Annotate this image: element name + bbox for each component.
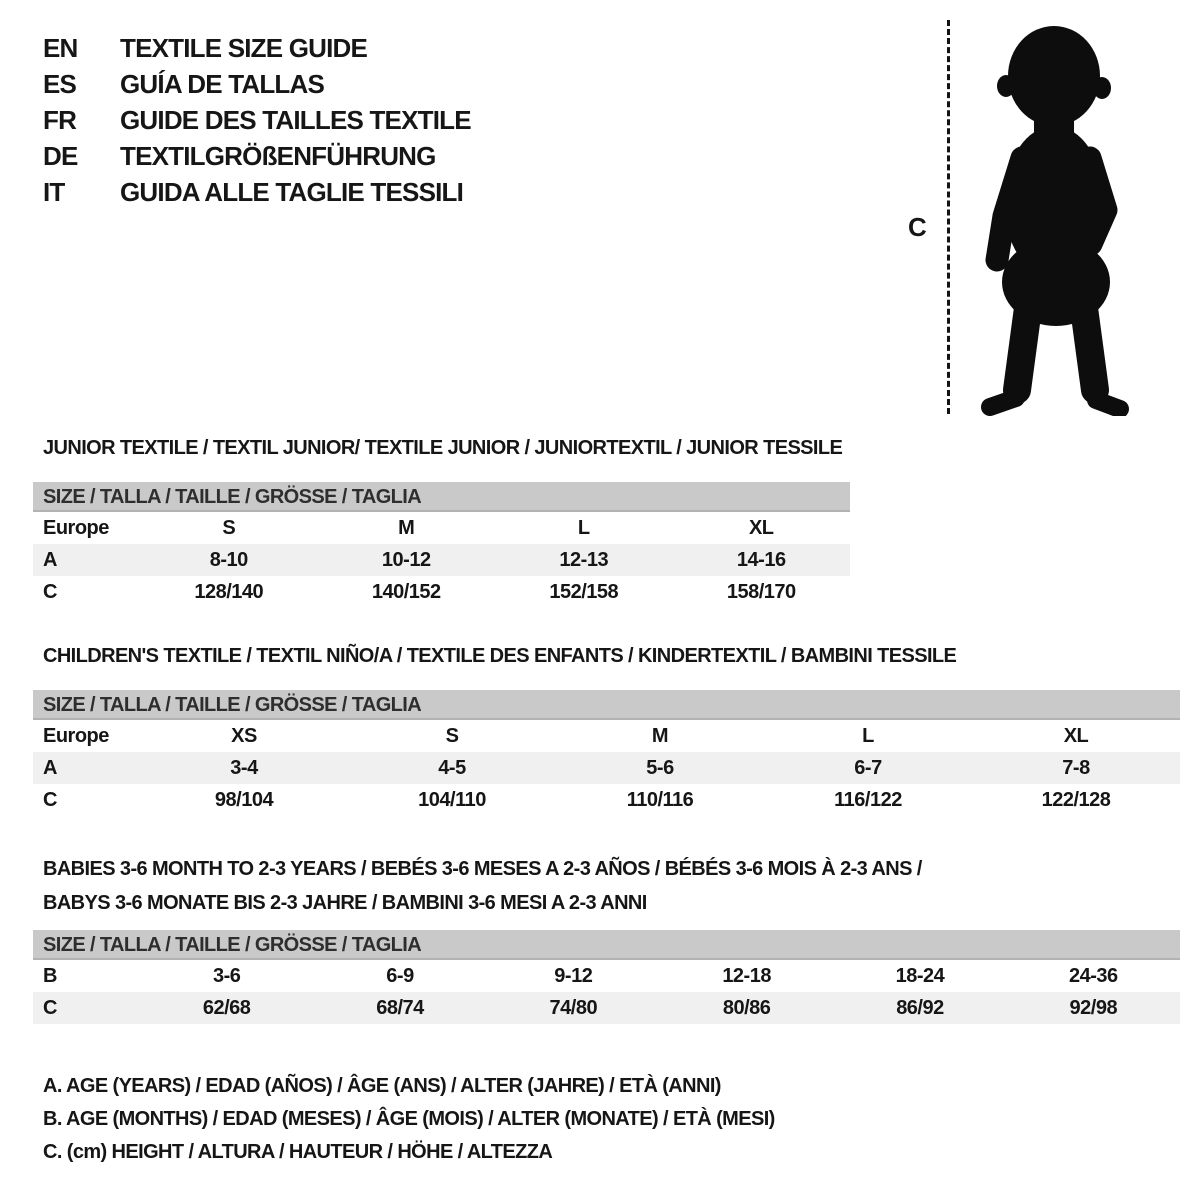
row-label: A (43, 548, 57, 571)
lang-row-fr (43, 102, 471, 138)
measurement-legend (43, 1070, 775, 1169)
lang-row-es (43, 66, 471, 102)
table-cell: 158/170 (726, 580, 796, 603)
size-header-band: SIZE / TALLA / TAILLE / GRÖSSE / TAGLIA (33, 930, 1180, 960)
table-cell: 5-6 (646, 756, 674, 779)
table-cell: 116/122 (834, 788, 902, 811)
table-cell: 4-5 (438, 756, 466, 779)
row-label: C (43, 580, 57, 603)
section-title: JUNIOR TEXTILE / TEXTIL JUNIOR/ TEXTILE JUNIOR / JUNIORTEXTIL / JUNIOR TESSILE (43, 437, 843, 459)
language-title-block (43, 30, 471, 210)
row-label: Europe (43, 724, 109, 747)
section-title: CHILDREN'S TEXTILE / TEXTIL NIÑO/A / TEXTILE DES ENFANTS / KINDERTEXTIL / BAMBINI TESSILE (43, 645, 957, 667)
lang-row-it (43, 174, 471, 210)
table-cell: 128/140 (194, 580, 264, 603)
lang-label: GUIDE DES TAILLES TEXTILE (120, 104, 471, 135)
lang-row-de (43, 138, 471, 174)
legend-line-a: A. AGE (YEARS) / EDAD (AÑOS) / ÂGE (ANS) / ALTER (JAHRE) / ETÀ (ANNI) (43, 1075, 721, 1097)
table-cell: 140/152 (371, 580, 441, 603)
table-cell: 62/68 (202, 996, 251, 1019)
babies-size-table (33, 960, 1180, 1024)
table-cell: 14-16 (736, 548, 786, 571)
section-title-line1: BABIES 3-6 MONTH TO 2-3 YEARS / BEBÉS 3-6 MESES A 2-3 AÑOS / BÉBÉS 3-6 MOIS À 2-3 ANS / (43, 858, 922, 880)
table-cell: 3-6 (212, 964, 241, 987)
table-row (33, 752, 1180, 784)
row-label: C (43, 788, 57, 811)
lang-label: GUÍA DE TALLAS (120, 68, 325, 99)
table-cell: 12-13 (559, 548, 609, 571)
table-row (33, 960, 1180, 992)
table-cell: 122/128 (1041, 788, 1111, 811)
table-cell: S (222, 516, 236, 539)
section-babies-textile (33, 852, 1180, 1024)
section-title-line2: BABYS 3-6 MONATE BIS 2-3 JAHRE / BAMBINI 3-6 MESI A 2-3 ANNI (43, 892, 647, 914)
lang-label: TEXTILGRÖßENFÜHRUNG (120, 140, 436, 171)
size-header-band: SIZE / TALLA / TAILLE / GRÖSSE / TAGLIA (33, 690, 1180, 720)
table-row (33, 576, 850, 608)
table-row (33, 784, 1180, 816)
children-size-table (33, 720, 1180, 816)
lang-code: ES (43, 68, 77, 99)
table-cell: 6-7 (854, 756, 882, 779)
lang-row-en (43, 30, 471, 66)
table-cell: 86/92 (896, 996, 944, 1019)
legend-line-b: B. AGE (MONTHS) / EDAD (MESES) / ÂGE (MOIS) / ALTER (MONATE) / ETÀ (MESI) (43, 1108, 775, 1130)
table-row (33, 992, 1180, 1024)
row-label: B (43, 964, 57, 987)
table-row (33, 512, 850, 544)
row-label: Europe (43, 516, 109, 539)
table-cell: 104/110 (418, 788, 486, 811)
table-cell: 68/74 (376, 996, 424, 1019)
table-cell: 12-18 (722, 964, 771, 987)
table-cell: 3-4 (230, 756, 258, 779)
table-cell: 110/116 (626, 788, 694, 811)
table-cell: 152/158 (549, 580, 619, 603)
table-cell: 7-8 (1062, 756, 1090, 779)
table-cell: 8-10 (209, 548, 248, 571)
lang-code: IT (43, 176, 65, 207)
lang-code: EN (43, 32, 78, 63)
table-row (33, 720, 1180, 752)
lang-code: FR (43, 104, 77, 135)
section-junior-textile (33, 436, 850, 608)
section-childrens-textile (33, 644, 1180, 816)
measure-label-c: C (908, 212, 927, 242)
lang-label: GUIDA ALLE TAGLIE TESSILI (120, 176, 464, 207)
table-cell: 10-12 (381, 548, 431, 571)
table-cell: XS (231, 724, 257, 747)
table-cell: 80/86 (722, 996, 771, 1019)
table-cell: 74/80 (549, 996, 598, 1019)
row-label: A (43, 756, 57, 779)
lang-code: DE (43, 140, 78, 171)
size-header-band: SIZE / TALLA / TAILLE / GRÖSSE / TAGLIA (33, 482, 850, 512)
table-cell: L (862, 724, 874, 747)
table-cell: L (577, 516, 590, 539)
table-cell: S (445, 724, 459, 747)
table-cell: XL (748, 516, 774, 539)
legend-line-c: C. (cm) HEIGHT / ALTURA / HAUTEUR / HÖHE / ALTEZZA (43, 1141, 553, 1163)
table-row (33, 544, 850, 576)
table-cell: M (651, 724, 669, 747)
table-cell: 92/98 (1069, 996, 1118, 1019)
row-label: C (43, 996, 57, 1019)
table-cell: 9-12 (554, 964, 593, 987)
junior-size-table (33, 512, 850, 608)
table-cell: 18-24 (895, 964, 945, 987)
table-cell: 6-9 (386, 964, 414, 987)
height-measure-dashed-line (947, 20, 950, 414)
table-cell: 98/104 (214, 788, 274, 811)
table-cell: M (398, 516, 415, 539)
table-cell: 24-36 (1068, 964, 1118, 987)
table-cell: XL (1063, 724, 1089, 747)
baby-silhouette-icon (970, 24, 1142, 416)
lang-label: TEXTILE SIZE GUIDE (120, 32, 368, 63)
